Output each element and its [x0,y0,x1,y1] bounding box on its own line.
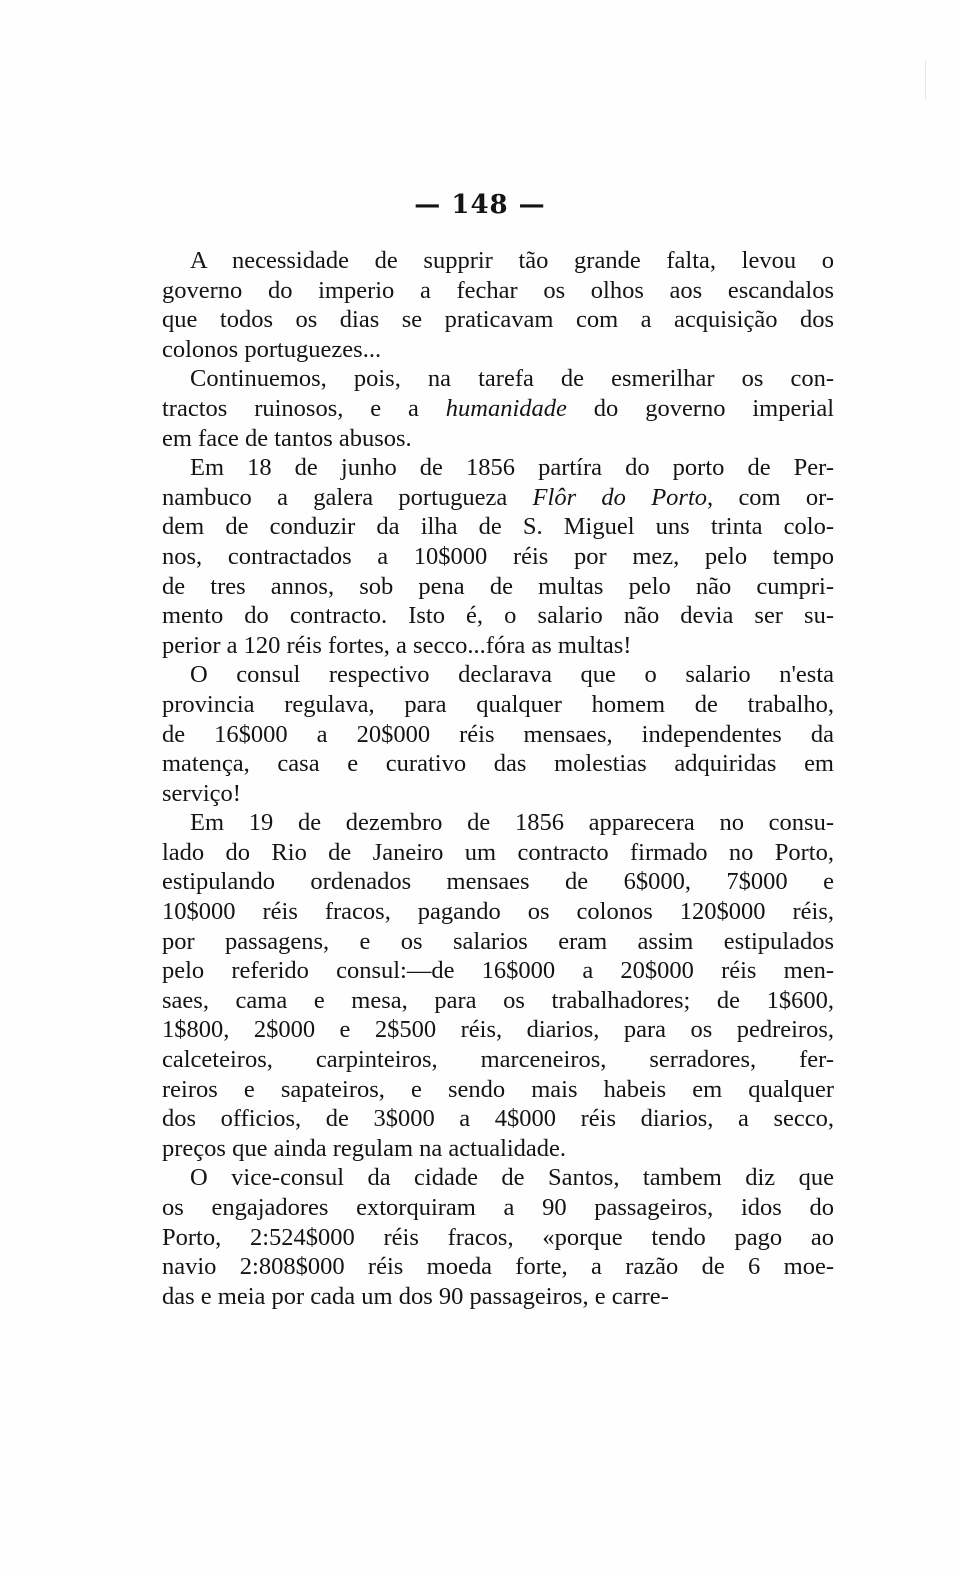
text-line: dos officios, de 3$000 a 4$000 réis diarios, a secco, [162,1105,834,1133]
text-line: das e meia por cada um dos 90 passageiros, e carre- [162,1282,669,1310]
text-line: colonos portuguezes... [162,335,382,363]
scan-edge-mark [925,60,926,100]
text-line: O consul respectivo declarava que o salario n'esta [190,661,834,689]
text-line: pelo referido consul:—de 16$000 a 20$000 réis men- [162,957,834,985]
text-line [162,394,834,424]
text-line: calceteiros, carpinteiros, marceneiros, serradores, fer- [162,1046,834,1074]
text-line: Porto, 2:524$000 réis fracos, «porque tendo pago ao [162,1223,834,1251]
text-line: lado do Rio de Janeiro um contracto firmado no Porto, [162,838,834,866]
text-line: governo do imperio a fechar os olhos aos escandalos [162,276,834,304]
text-run: , com or- [707,483,834,511]
text-run: nambuco a galera portugueza [162,483,533,511]
text-line: nos, contractados a 10$000 réis por mez, pelo tempo [162,542,834,570]
text-line: preços que ainda regulam na actualidade. [162,1134,567,1162]
paragraph [162,246,834,364]
text-line: em face de tantos abusos. [162,424,412,452]
text-line: 10$000 réis fracos, pagando os colonos 120$000 réis, [162,898,834,926]
italic-emphasis: humanidade [445,394,567,422]
paragraph [162,1163,834,1311]
text-line: navio 2:808$000 réis moeda forte, a razão de 6 moe- [162,1253,834,1281]
paragraph [162,364,834,453]
text-line: A necessidade de supprir tão grande falta, levou o [190,247,834,274]
text-line: matença, casa e curativo das molestias adquiridas em [162,750,834,778]
text-line: provincia regulava, para qualquer homem de trabalho, [162,690,834,718]
paragraph [162,660,834,808]
text-run: do governo imperial [566,394,834,422]
text-line: O vice-consul da cidade de Santos, tambem diz que [190,1164,834,1192]
text-line: de tres annos, sob pena de multas pelo não cumpri- [162,572,834,600]
text-line: mento do contracto. Isto é, o salario não devia ser su- [162,602,834,630]
text-line: de 16$000 a 20$000 réis mensaes, independentes da [162,720,834,748]
text-line: serviço! [162,779,241,807]
text-line: os engajadores extorquiram a 90 passageiros, idos do [162,1194,834,1221]
paragraph [162,808,834,1163]
italic-emphasis: Flôr do Porto [532,483,708,511]
text-line: Em 18 de junho de 1856 partíra do porto de Per- [190,454,834,482]
body-text [162,246,834,1311]
text-line: perior a 120 réis fortes, a secco...fóra as multas! [162,631,632,659]
text-run: tractos ruinosos, e a [162,394,446,422]
text-line: Em 19 de dezembro de 1856 apparecera no consu- [190,809,834,837]
text-line: saes, cama e mesa, para os trabalhadores; de 1$600, [162,986,834,1014]
text-line: por passagens, e os salarios eram assim estipulados [162,927,834,955]
text-line: Continuemos, pois, na tarefa de esmerilhar os con- [190,365,834,393]
text-line: 1$800, 2$000 e 2$500 réis, diarios, para os pedreiros, [162,1016,834,1044]
text-line: que todos os dias se praticavam com a acquisição dos [162,306,834,334]
text-line [162,483,834,513]
text-line: dem de conduzir da ilha de S. Miguel uns trinta colo- [162,513,834,541]
page-number: — 148 — [414,190,546,220]
text-line: reiros e sapateiros, e sendo mais habeis em qualquer [162,1075,834,1103]
paragraph [162,453,834,660]
text-line: estipulando ordenados mensaes de 6$000, 7$000 e [162,868,834,896]
